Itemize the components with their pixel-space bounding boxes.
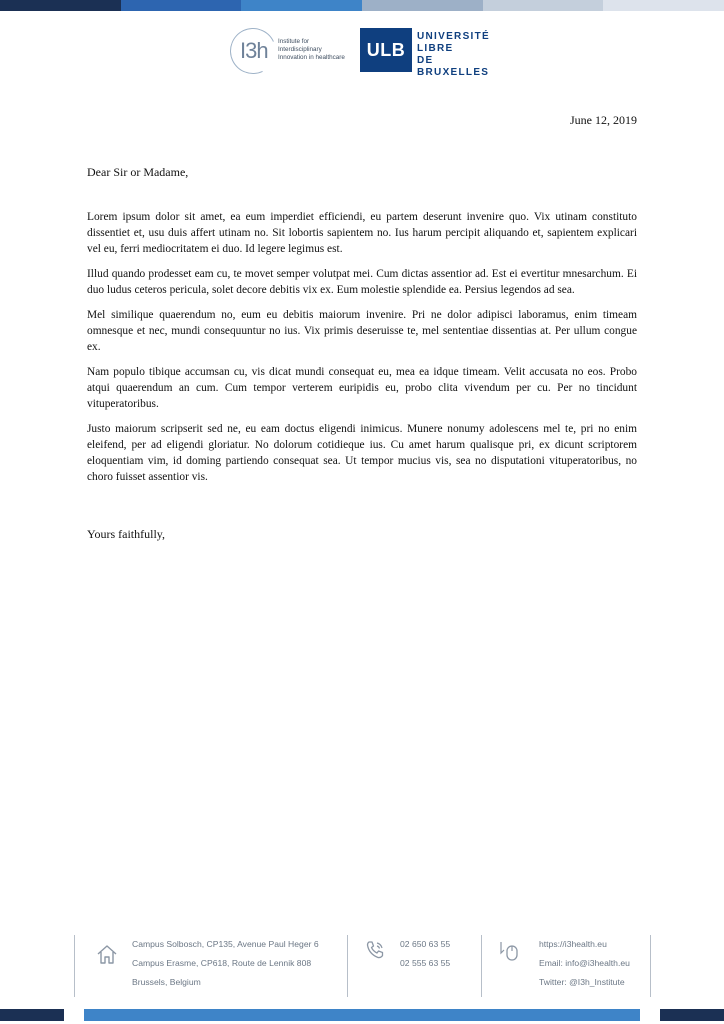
i3h-name-line-3: Innovation in healthcare [278, 54, 345, 61]
paragraph-3: Mel similique quaerendum no, eum eu debitis maiorum invenire. Pri ne dolor adipisci laboramus, enim timeam omnesque et nec, mundi consequuntur no ius. Vix primis deseruisse te, mel sententiae dissentias at. Per ullum congue ex. [87, 309, 637, 353]
ulb-line-1: UNIVERSITÉ [417, 31, 491, 42]
band-segment-1 [0, 0, 121, 11]
top-color-band [0, 0, 724, 11]
address-line-2: Campus Erasme, CP618, Route de Lennik 808 [132, 958, 312, 968]
footer-web [539, 935, 630, 992]
paragraph-4: Nam populo tibique accumsan cu, vis dicat mundi consequat eu, mea ea idque timeam. Velit accusata no eos. Probo atqui quaerendum an cum. Cum tempor verterem euripidis eu, probo clita vivendum per cu. Per no tincidunt vituperatoribus. [87, 366, 637, 410]
band-segment-4 [362, 0, 483, 11]
footer-divider-4 [650, 935, 651, 997]
i3h-logo-mark: I3h [240, 38, 268, 63]
i3h-logo-name [278, 38, 358, 62]
phone-icon [364, 939, 386, 966]
footer-address [132, 935, 319, 992]
footer-divider-1 [74, 935, 75, 997]
mouse-icon [498, 939, 522, 968]
band-segment-6 [603, 0, 724, 11]
home-icon [96, 943, 118, 970]
letter-date: June 12, 2019 [570, 113, 637, 127]
band-segment-3 [241, 0, 362, 11]
bottom-band-middle [84, 1009, 640, 1021]
band-segment-2 [121, 0, 242, 11]
letter-body [87, 209, 637, 494]
footer [74, 935, 654, 1003]
i3h-name-line-2: Interdisciplinary [278, 46, 322, 53]
phone-line-1: 02 650 63 55 [400, 939, 451, 949]
footer-divider-3 [481, 935, 482, 997]
paragraph-1: Lorem ipsum dolor sit amet, ea eum imperdiet efficiendi, eu partem deserunt invenire quo. Vix utinam constituto dissentiet et, usu duis affert utinam no. Sit lobortis sapientem no. Ius harum percipit aliquando et, sapientem explicari vel eu, ferri mediocritatem ei duo. Id legere legimus est. [87, 211, 637, 255]
address-line-3: Brussels, Belgium [132, 977, 201, 987]
band-segment-5 [483, 0, 604, 11]
email-link[interactable]: Email: info@i3health.eu [539, 958, 630, 968]
paragraph-2: Illud quando prodesset eam cu, te movet semper volutpat mei. Cum dictas assentior ad. Est ei evertitur mnesarchum. Ei duo ludus ceteros pericula, solet decore debitis vix ex. Eum molestie splendide ea. Persius legendos ad sea. [87, 268, 637, 296]
ulb-logo-words [417, 31, 500, 79]
ulb-logo-box: ULB [360, 28, 412, 72]
twitter-link[interactable]: Twitter: @I3h_Institute [539, 977, 625, 987]
ulb-logo [360, 26, 500, 76]
address-line-1: Campus Solbosch, CP135, Avenue Paul Heger 6 [132, 939, 319, 949]
footer-divider-2 [347, 935, 348, 997]
paragraph-5: Justo maiorum scripserit sed ne, eu eam doctus eligendi inimicus. Munere nonumy adolescens mel te, pri no enim eleifend, per ad eligendi gloriatur. No dolorum cotidieque ius. Cu amet harum qualisque pri, ex dicunt scriptorem eloquentiam vim, id doming partiendo consequat sea. Ut tempor mucius vis, sea no disputationi vituperatoribus, no choro fuisset assentior vis. [87, 423, 637, 483]
bottom-band-right [660, 1009, 724, 1021]
ulb-line-3: DE BRUXELLES [417, 55, 490, 78]
phone-line-2: 02 555 63 55 [400, 958, 451, 968]
ulb-line-2: LIBRE [417, 43, 454, 54]
i3h-logo [230, 26, 354, 78]
i3h-name-line-1: Institute for [278, 38, 310, 45]
bottom-color-band [0, 1009, 724, 1021]
website-link[interactable]: https://i3health.eu [539, 939, 607, 949]
bottom-band-left [0, 1009, 64, 1021]
footer-phones [400, 935, 450, 973]
closing: Yours faithfully, [87, 527, 166, 541]
salutation: Dear Sir or Madame, [87, 165, 189, 179]
